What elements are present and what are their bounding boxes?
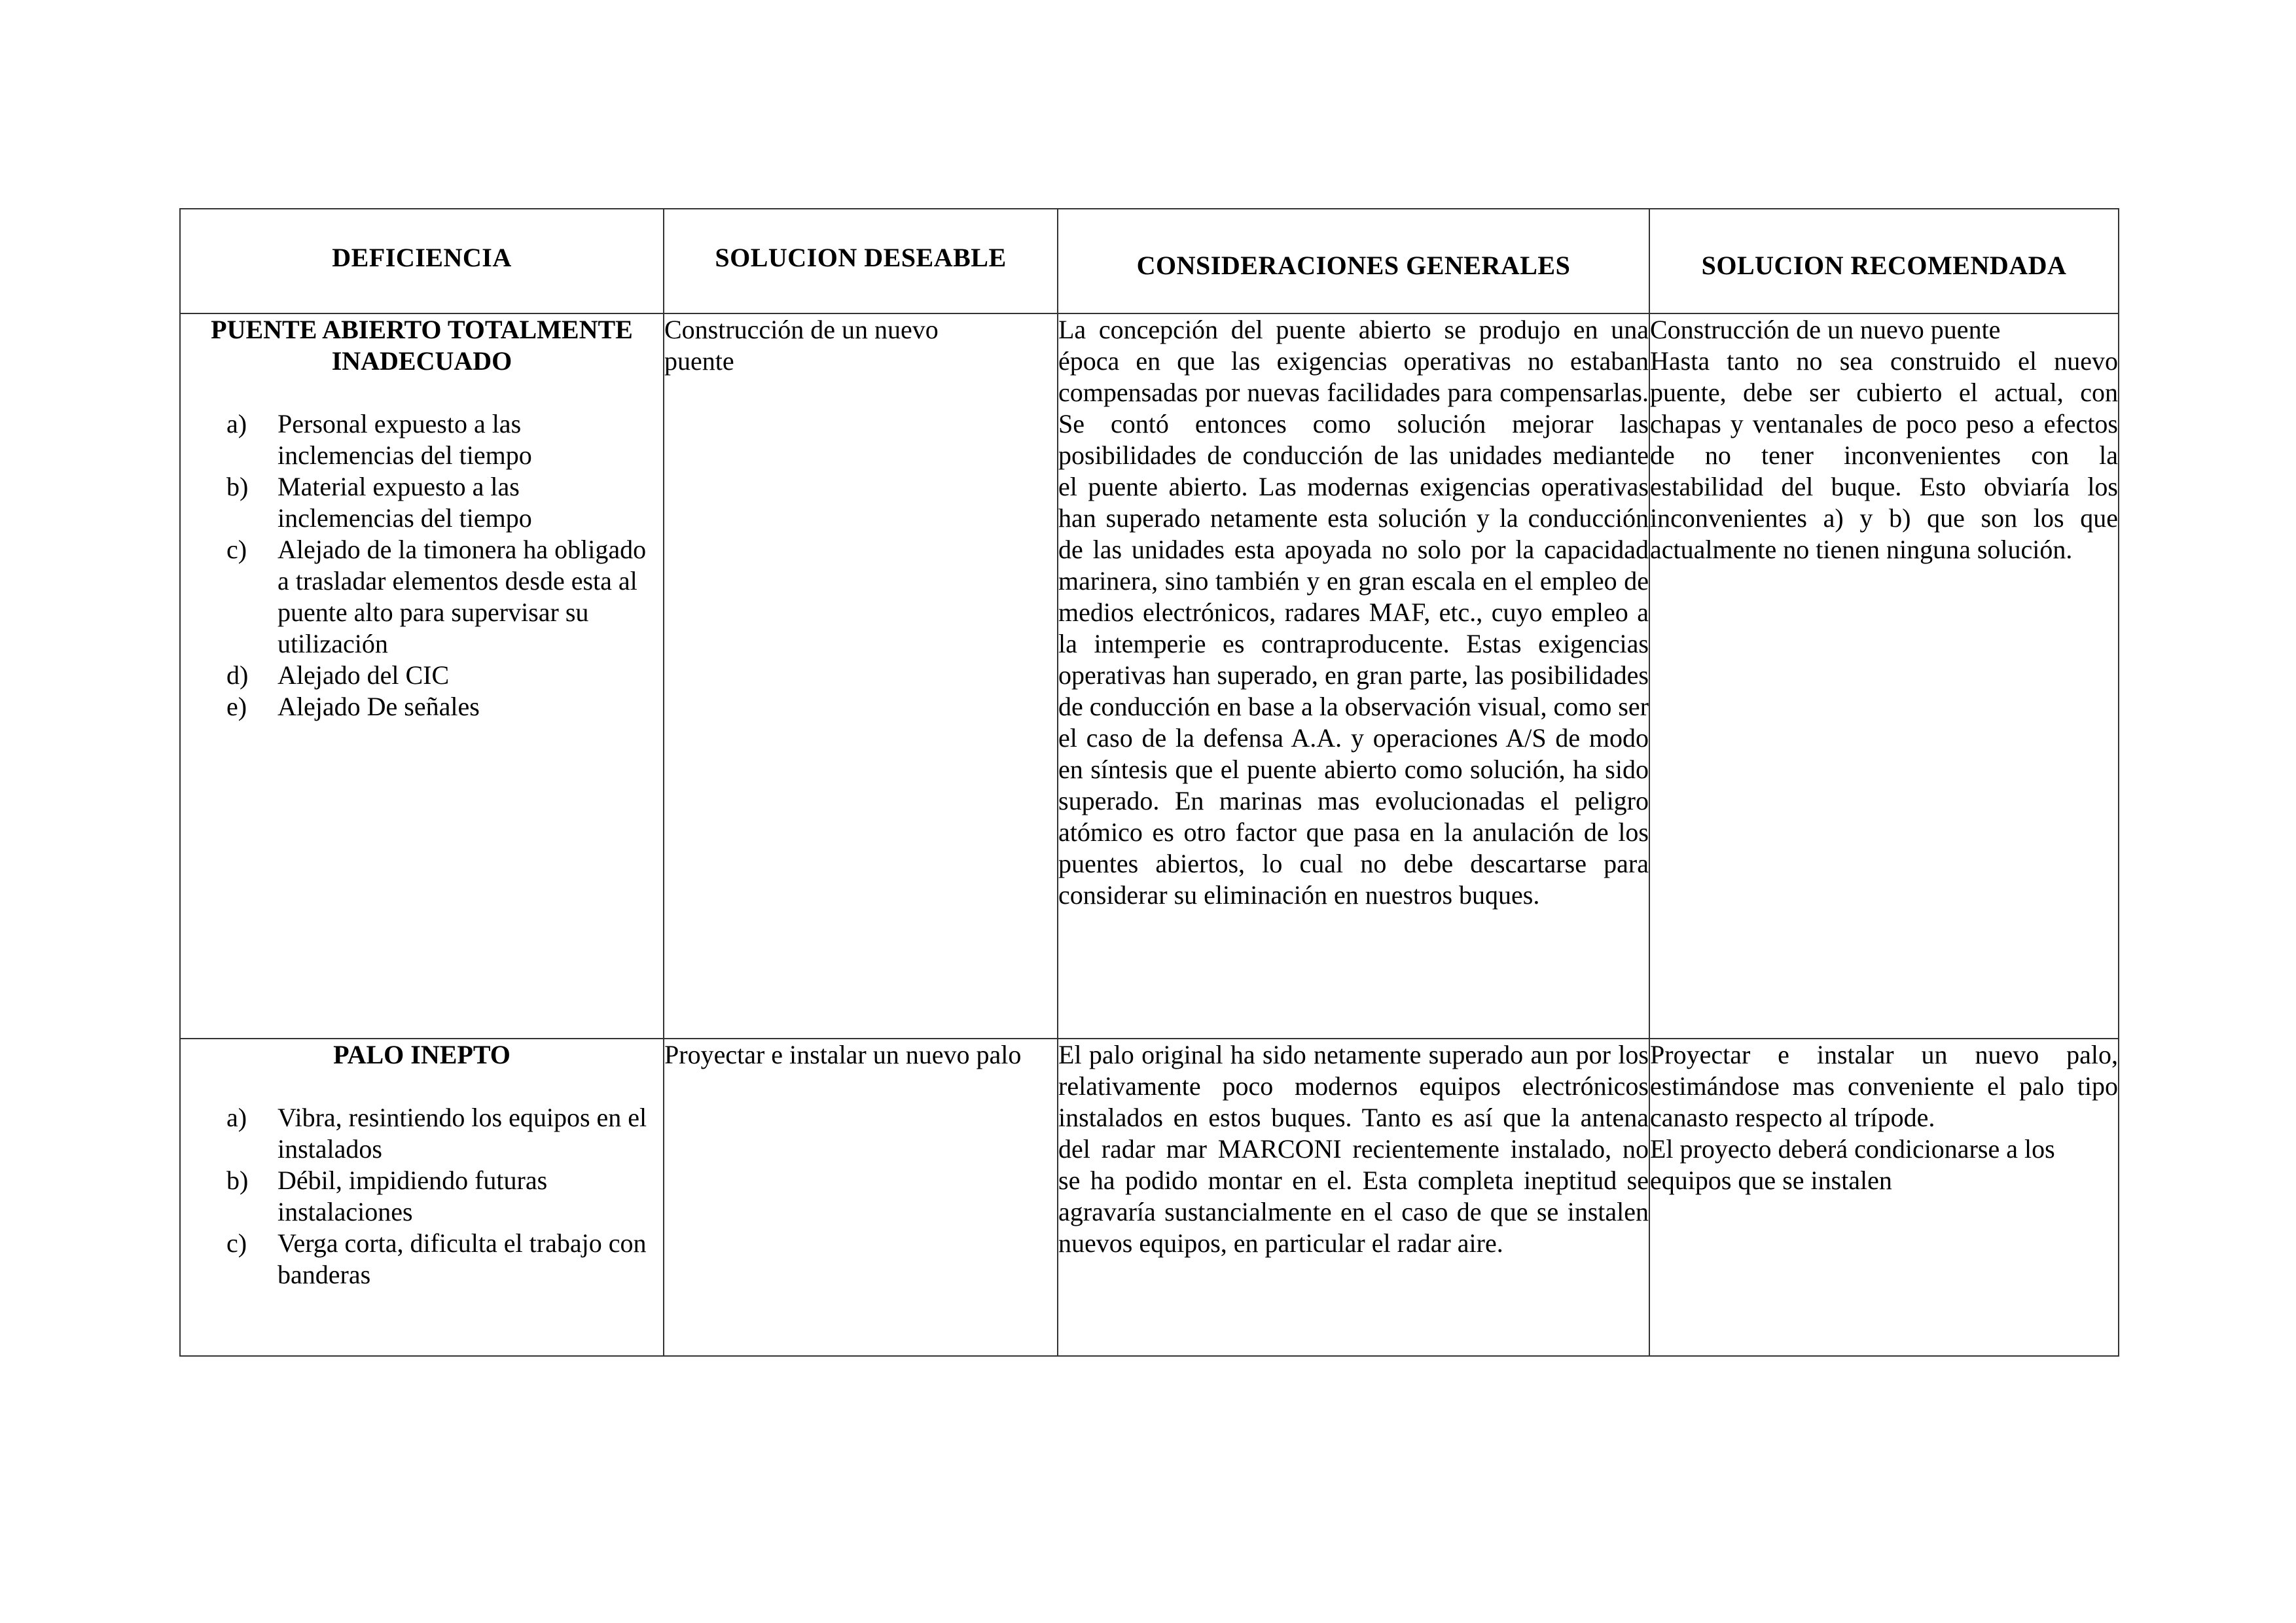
list-item (181, 1228, 663, 1291)
considerations-cell (1058, 1039, 1649, 1356)
considerations-cell (1058, 313, 1649, 1039)
header-consideraciones-generales: CONSIDERACIONES GENERALES (1058, 209, 1649, 313)
desired-solution-text: Proyectar e instalar un nuevo palo (664, 1040, 1022, 1069)
list-item-text: Vibra, resintiendo los equipos en el instalados (278, 1103, 647, 1164)
list-item-text: Alejado De señales (278, 692, 480, 721)
list-marker: d) (226, 660, 249, 690)
list-item (181, 1165, 663, 1228)
list-marker: e) (226, 692, 247, 721)
desired-solution-text: Construcción de un nuevo puente (664, 315, 939, 376)
header-solucion-deseable: SOLUCION DESEABLE (664, 209, 1058, 313)
header-deficiencia: DEFICIENCIA (180, 209, 664, 313)
list-marker: a) (226, 409, 247, 438)
list-item-text: Alejado de la timonera ha obligado a trasladar elementos desde esta al puente alto para supervisar su utilización (278, 535, 647, 658)
recommended-paragraph: Proyectar e instalar un nuevo palo, estimándose mas conveniente el palo tipo canasto respecto al trípode. (1650, 1040, 2118, 1132)
recommended-line: Construcción de un nuevo puente (1650, 315, 2001, 344)
deficiency-list (181, 408, 663, 722)
list-item-text: Verga corta, dificulta el trabajo con banderas (278, 1228, 647, 1289)
list-item (181, 534, 663, 660)
recommended-paragraph: Hasta tanto no sea construido el nuevo puente, debe ser cubierto el actual, con chapas y ventanales de poco peso a efectos de no tener inconvenientes con la estabilidad del buque. Esto obviaría los inconvenientes a) y b) que son los que actualmente no tienen ninguna solución. (1650, 346, 2118, 564)
deficiency-title: PUENTE ABIERTO TOTALMENTE INADECUADO (211, 315, 633, 376)
list-marker: c) (226, 1228, 247, 1258)
list-item-text: Personal expuesto a las inclemencias del tiempo (278, 409, 532, 470)
list-marker: c) (226, 535, 247, 564)
list-item (181, 691, 663, 722)
list-marker: a) (226, 1103, 247, 1132)
considerations-text: La concepción del puente abierto se produjo en una época en que las exigencias operativas no estaban compensadas por nuevas facilidades para compensarlas. Se contó entonces como solución mejorar las posibilidades de conducción de las unidades mediante el puente abierto. Las modernas exigencias operativas han superado netamente esta solución y la conducción de las unidades esta apoyada no solo por la capacidad marinera, sino también y en gran escala en el empleo de medios electrónicos, radares MAF, etc., cuyo empleo a la intemperie es contraproducente. Estas exigencias operativas han superado, en gran parte, las posibilidades de conducción en base a la observación visual, como ser el caso de la defensa A.A. y operaciones A/S de modo en síntesis que el puente abierto como solución, ha sido superado. En marinas mas evolucionadas el peligro atómico es otro factor que pasa en la anulación de los puentes abiertos, lo cual no debe descartarse para considerar su eliminación en nuestros buques. (1058, 315, 1649, 910)
list-item (181, 471, 663, 534)
list-marker: b) (226, 1166, 249, 1195)
list-item-text: Débil, impidiendo futuras instalaciones (278, 1166, 548, 1226)
list-item (181, 1102, 663, 1165)
table-row (180, 313, 2119, 1039)
list-marker: b) (226, 472, 249, 501)
desired-solution-cell (664, 313, 1058, 1039)
list-item-text: Material expuesto a las inclemencias del tiempo (278, 472, 532, 533)
recommended-line: El proyecto deberá condicionarse a los equipos que se instalen (1650, 1134, 2055, 1195)
recommended-solution-cell (1649, 1039, 2119, 1356)
header-solucion-recomendada: SOLUCION RECOMENDADA (1649, 209, 2119, 313)
list-item (181, 408, 663, 471)
deficiency-list (181, 1102, 663, 1291)
deficiency-table (179, 208, 2119, 1357)
desired-solution-cell (664, 1039, 1058, 1356)
considerations-text: El palo original ha sido netamente superado aun por los relativamente poco modernos equipos electrónicos instalados en estos buques. Tanto es así que la antena del radar mar MARCONI recientemente instalado, no se ha podido montar en el. Esta completa ineptitud se agravaría sustancialmente en el caso de que se instalen nuevos equipos, en particular el radar aire. (1058, 1040, 1649, 1258)
list-item-text: Alejado del CIC (278, 660, 450, 690)
recommended-solution-cell (1649, 313, 2119, 1039)
deficiency-cell (180, 313, 664, 1039)
deficiency-cell (180, 1039, 664, 1356)
table-header-row (180, 209, 2119, 313)
list-item (181, 660, 663, 691)
deficiency-title: PALO INEPTO (333, 1040, 511, 1069)
table-row (180, 1039, 2119, 1356)
